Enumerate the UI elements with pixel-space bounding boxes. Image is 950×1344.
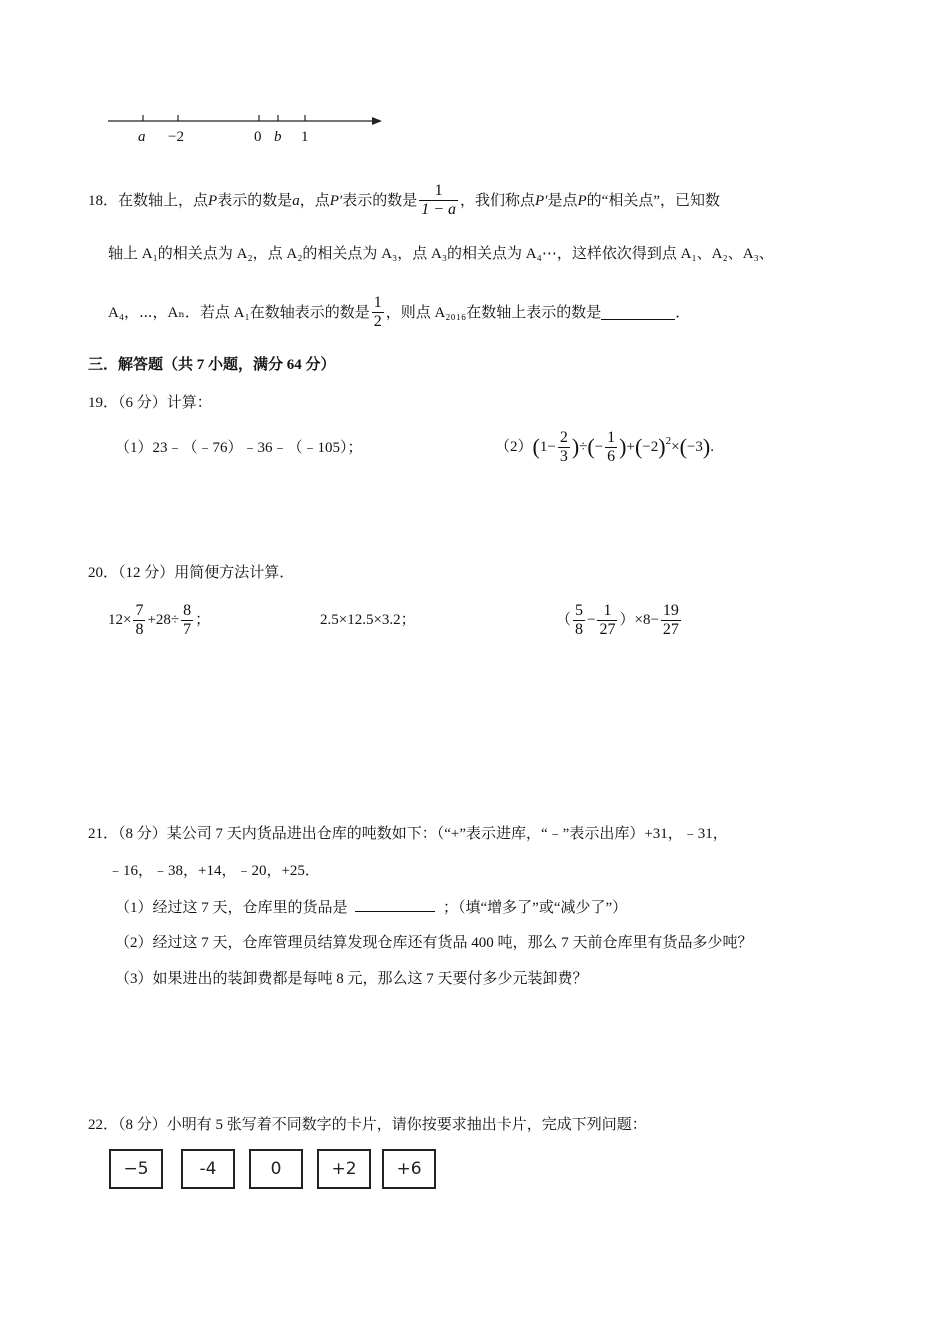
card-plus2[interactable]: +2: [317, 1149, 371, 1189]
card-minus5[interactable]: −5: [109, 1149, 163, 1189]
q19-part1: （1）23﹣（﹣76）﹣36﹣（﹣105）；: [115, 440, 363, 456]
q20-title: 20．（12 分）用简便方法计算．: [88, 565, 295, 581]
q18-number: 18．: [88, 192, 119, 209]
q20-expr1: 12× $\frac{7}{8}$ +28÷ $\frac{8}{7}$ ；: [108, 601, 211, 638]
number-line-label-1: 1: [301, 129, 309, 145]
q21-line1: 21．（8 分）某公司 7 天内货品进出仓库的吨数如下：（“+”表示进库，“﹣”表示出库）+31，﹣31，: [88, 826, 728, 842]
q21-answer-blank[interactable]: [355, 897, 435, 912]
number-line-label-a: a: [138, 129, 146, 145]
card-minus4[interactable]: -4: [181, 1149, 235, 1189]
q21-part2: （2）经过这 7 天，仓库管理员结算发现仓库还有货品 400 吨，那么 7 天前仓库里有货品多少吨？: [115, 935, 753, 951]
q18-line1: 18． 在数轴上，点 P 表示的数是 a ，点 P′ 表示的数是 $\frac{1}{1 - a}$ ，我们称点 P′ 是点 P 的“相关点”，已知数: [88, 182, 720, 218]
q20-expr3: （ $\frac{5}{8}$ − $\frac{1}{27}$ ）×8− $\frac{19}{27}$: [556, 601, 679, 638]
number-line-label-b: b: [274, 129, 282, 145]
q20-expr2: 2.5×12.5×3.2；: [320, 612, 416, 628]
q18-line3: A₄，⋯，Aₙ．若点 A₁在数轴表示的数是 $\frac{1}{2}$ ，则点 A₂₀₁₆在数轴上表示的数是 ．: [108, 294, 691, 330]
card-plus6[interactable]: +6: [382, 1149, 436, 1189]
section-heading: 三．解答题（共 7 小题，满分 64 分）: [88, 357, 336, 373]
q21-line2: ﹣16，﹣38，+14，﹣20，+25．: [108, 863, 320, 879]
q18-line2: 轴上 A₁的相关点为 A₂，点 A₂的相关点为 A₃，点 A₃的相关点为 A₄⋯，这样依次得到点 A₁、A₂、A₃、: [108, 246, 774, 262]
q22-title: 22．（8 分）小明有 5 张写着不同数字的卡片，请你按要求抽出卡片，完成下列问题：: [88, 1117, 647, 1133]
q18-answer-blank[interactable]: [601, 305, 675, 320]
number-line-label-minus2: −2: [168, 129, 184, 145]
q18-half-fraction: $\frac{1}{2}$: [373, 294, 382, 330]
q19-part2: （2） ( 1− $\frac{2}{3}$ ) ÷ ( − $\frac{1}{6}$ ) + ( −2 ) $^2$ × ( −3 ) .: [495, 428, 714, 465]
number-line-label-0: 0: [254, 129, 262, 145]
q21-part3: （3）如果进出的装卸费都是每吨 8 元，那么这 7 天要付多少元装卸费？: [115, 971, 588, 987]
q21-part1: （1）经过这 7 天，仓库里的货品是 ；（填“增多了”或“减少了”）: [115, 897, 627, 918]
card-zero[interactable]: 0: [249, 1149, 303, 1189]
q18-fraction: $\frac{1}{1 - a}$: [421, 182, 456, 218]
q19-title: 19．（6 分）计算：: [88, 395, 212, 411]
